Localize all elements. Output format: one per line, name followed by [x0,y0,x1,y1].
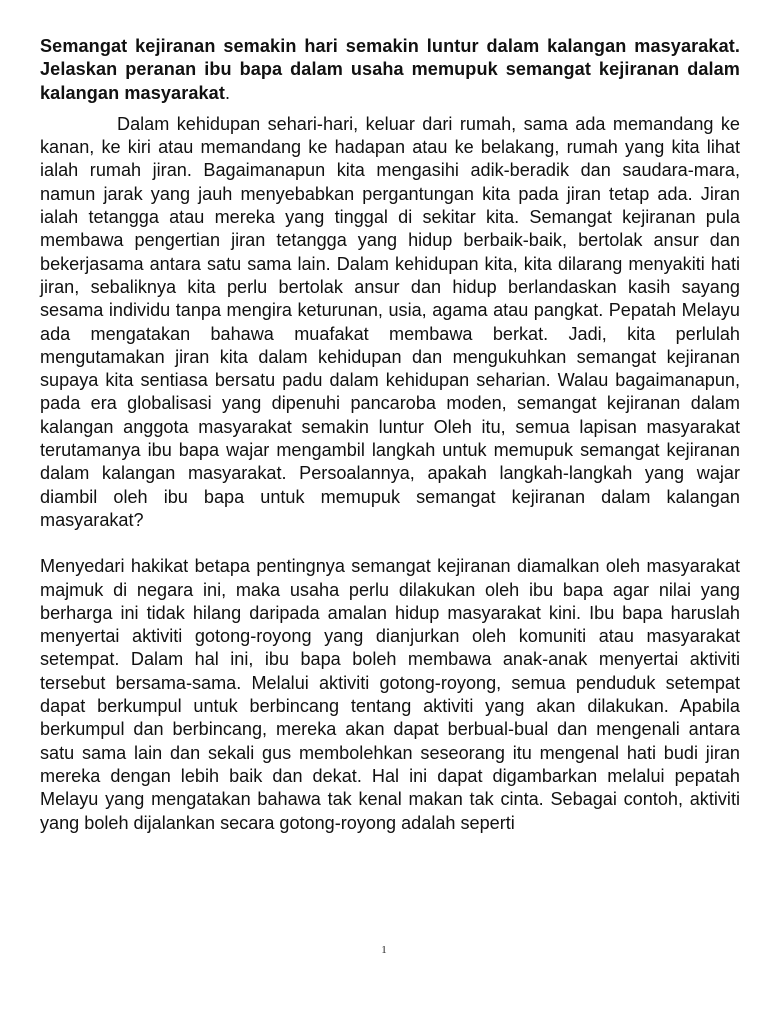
paragraph-spacer [40,532,740,555]
essay-question-text: Semangat kejiranan semakin hari semakin luntur dalam kalangan masyarakat. Jelaskan peranan ibu bapa dalam usaha memupuk semangat kejiranan dalam kalangan masyarakat [40,36,740,103]
essay-question-period: . [224,82,231,103]
essay-question [40,35,740,105]
page-number: 1 [381,944,387,956]
paragraph-introduction: Dalam kehidupan sehari-hari, keluar dari rumah, sama ada memandang ke kanan, ke kiri atau memandang ke hadapan atau ke belakang, rumah yang kita lihat ialah rumah jiran. Bagaimanapun kita mengasihi adik-beradik dan saudara-mara, namun jarak yang jauh menyebabkan pergantungan kita pada jiran tetap ada. Jiran ialah tetangga atau mereka yang tinggal di sekitar kita. Semangat kejiranan pula membawa pengertian jiran tetangga yang hidup berbaik-baik, bertolak ansur dan bekerjasama antara satu sama lain. Dalam kehidupan kita, kita dilarang menyakiti hati jiran, sebaliknya kita perlu bertolak ansur dan hidup berlandaskan kasih sayang sesama individu tanpa mengira keturunan, usia, agama atau pangkat. Pepatah Melayu ada mengatakan bahawa muafakat membawa berkat. Jadi, kita perlulah mengutamakan jiran kita dalam kehidupan dan mengukuhkan semangat kejiranan supaya kita sentiasa bersatu padu dalam kehidupan seharian. Walau bagaimanapun, pada era globalisasi yang dipenuhi pancaroba moden, semangat kejiranan dalam kalangan anggota masyarakat semakin luntur Oleh itu, semua lapisan masyarakat terutamanya ibu bapa wajar mengambil langkah untuk memupuk semangat kejiranan dalam kalangan masyarakat. Persoalannya, apakah langkah-langkah yang wajar diambil oleh ibu bapa untuk memupuk semangat kejiranan dalam kalangan masyarakat? [40,113,740,530]
paragraph-body-1: Menyedari hakikat betapa pentingnya semangat kejiranan diamalkan oleh masyarakat majmuk di negara ini, maka usaha perlu dilakukan oleh ibu bapa agar nilai yang berharga ini tidak hilang daripada amalan hidup masyarakat kini. Ibu bapa haruslah menyertai aktiviti gotong-royong yang dianjurkan oleh komuniti atau masyarakat setempat. Dalam hal ini, ibu bapa boleh membawa anak-anak menyertai aktiviti tersebut bersama-sama. Melalui aktiviti gotong-royong, semua penduduk setempat dapat berkumpul untuk berbincang tentang aktiviti yang akan dilakukan. Apabila berkumpul dan berbincang, mereka akan dapat berbual-bual dan mengenali antara satu sama lain dan sekali gus membolehkan seseorang itu mengenal hati budi jiran mereka dengan lebih baik dan dekat. Hal ini dapat digambarkan melalui pepatah Melayu yang mengatakan bahawa tak kenal makan tak cinta. Sebagai contoh, aktiviti yang boleh dijalankan secara gotong-royong adalah seperti [40,556,740,833]
document-body [40,35,740,835]
